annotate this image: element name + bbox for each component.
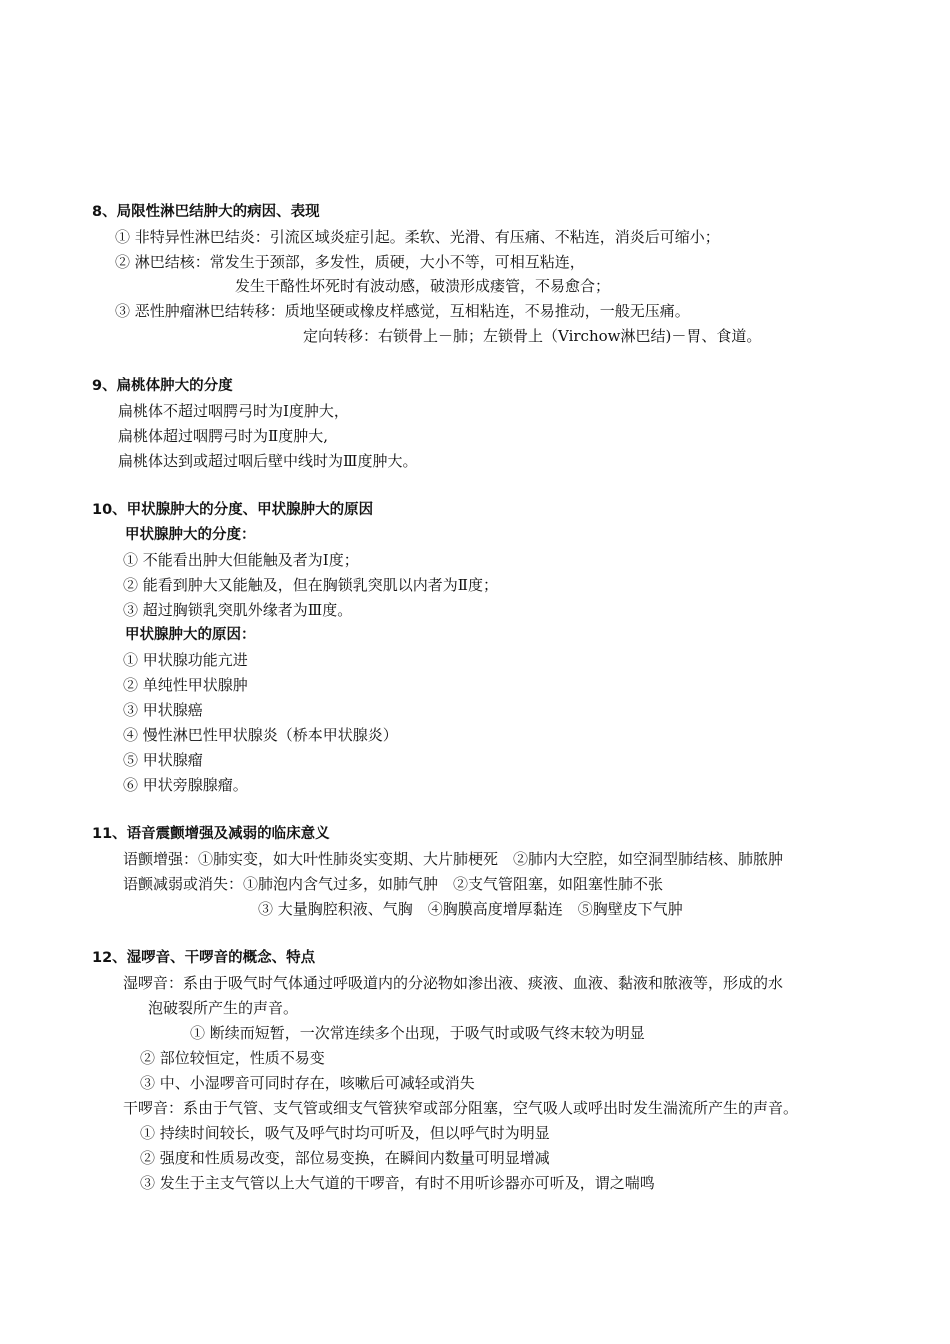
section-10-degree-1: ① 不能看出肿大但能触及者为Ⅰ度； — [123, 551, 359, 569]
section-10-degree-2: ② 能看到肿大又能触及，但在胸锁乳突肌以内者为Ⅱ度； — [123, 576, 498, 594]
section-11-line-1: 语颤增强：①肺实变，如大叶性肺炎实变期、大片肺梗死 ②肺内大空腔，如空洞型肺结核、肺脓肿 — [123, 850, 784, 868]
section-10-cause-3: ③ 甲状腺癌 — [123, 701, 203, 719]
section-12-dry-definition: 干啰音：系由于气管、支气管或细支气管狭窄或部分阻塞，空气吸人或呼出时发生湍流所产生的声音。 — [123, 1099, 799, 1117]
section-8-line-5: 定向转移：右锁骨上－肺；左锁骨上（Virchow淋巴结)－胃、食道。 — [303, 327, 762, 345]
section-10-subtitle-causes: 甲状腺肿大的原因： — [125, 627, 256, 643]
section-8-line-1: ① 非特异性淋巴结炎：引流区域炎症引起。柔软、光滑、有压痛、不粘连，消炎后可缩小； — [115, 228, 720, 246]
section-10-subtitle-degree: 甲状腺肿大的分度： — [125, 527, 256, 543]
section-10-cause-5: ⑤ 甲状腺瘤 — [123, 751, 203, 769]
section-12-wet-point-3: ③ 中、小湿啰音可同时存在，咳嗽后可减轻或消失 — [140, 1074, 475, 1092]
section-9-line-3: 扁桃体达到或超过咽后壁中线时为Ⅲ度肿大。 — [118, 452, 418, 470]
section-12-wet-definition: 湿啰音：系由于吸气时气体通过呼吸道内的分泌物如渗出液、痰液、血液、黏液和脓液等，形成的水 — [123, 974, 784, 992]
section-12-wet-point-1: ① 断续而短暂，一次常连续多个出现，于吸气时或吸气终末较为明显 — [190, 1024, 645, 1042]
section-9-title: 9、扁桃体肿大的分度 — [92, 378, 233, 394]
section-9-line-2: 扁桃体超过咽腭弓时为Ⅱ度肿大, — [118, 427, 328, 445]
section-12-dry-point-2: ② 强度和性质易改变，部位易变换，在瞬间内数量可明显增减 — [140, 1149, 550, 1167]
section-9-line-1: 扁桃体不超过咽腭弓时为Ⅰ度肿大， — [118, 402, 349, 420]
section-11-line-2: 语颤减弱或消失：①肺泡内含气过多，如肺气肿 ②支气管阻塞，如阻塞性肺不张 — [123, 875, 664, 893]
section-12-dry-point-3: ③ 发生于主支气管以上大气道的干啰音，有时不用听诊器亦可听及，谓之喘鸣 — [140, 1174, 655, 1192]
section-8-line-3: 发生干酪性坏死时有波动感，破溃形成瘘管，不易愈合； — [235, 277, 611, 295]
section-12-wet-definition-cont: 泡破裂所产生的声音。 — [148, 999, 299, 1017]
section-10-cause-6: ⑥ 甲状旁腺腺瘤。 — [123, 776, 248, 794]
section-10-cause-2: ② 单纯性甲状腺肿 — [123, 676, 248, 694]
section-12-title: 12、湿啰音、干啰音的概念、特点 — [92, 950, 316, 966]
section-8-line-2: ② 淋巴结核：常发生于颈部，多发性，质硬，大小不等，可相互粘连， — [115, 253, 585, 271]
section-10-degree-3: ③ 超过胸锁乳突肌外缘者为Ⅲ度。 — [123, 601, 353, 619]
section-12-dry-point-1: ① 持续时间较长，吸气及呼气时均可听及，但以呼气时为明显 — [140, 1124, 550, 1142]
section-8-title: 8、局限性淋巴结肿大的病因、表现 — [92, 204, 320, 220]
section-11-title: 11、语音震颤增强及减弱的临床意义 — [92, 826, 330, 842]
section-8-line-4: ③ 恶性肿瘤淋巴结转移：质地坚硬或橡皮样感觉，互相粘连，不易推动，一般无压痛。 — [115, 302, 690, 320]
section-11-line-3: ③ 大量胸腔积液、气胸 ④胸膜高度增厚黏连 ⑤胸壁皮下气肿 — [258, 900, 683, 918]
section-10-cause-1: ① 甲状腺功能亢进 — [123, 651, 248, 669]
section-12-wet-point-2: ② 部位较恒定，性质不易变 — [140, 1049, 325, 1067]
section-10-cause-4: ④ 慢性淋巴性甲状腺炎（桥本甲状腺炎） — [123, 726, 398, 744]
section-10-title: 10、甲状腺肿大的分度、甲状腺肿大的原因 — [92, 502, 374, 518]
